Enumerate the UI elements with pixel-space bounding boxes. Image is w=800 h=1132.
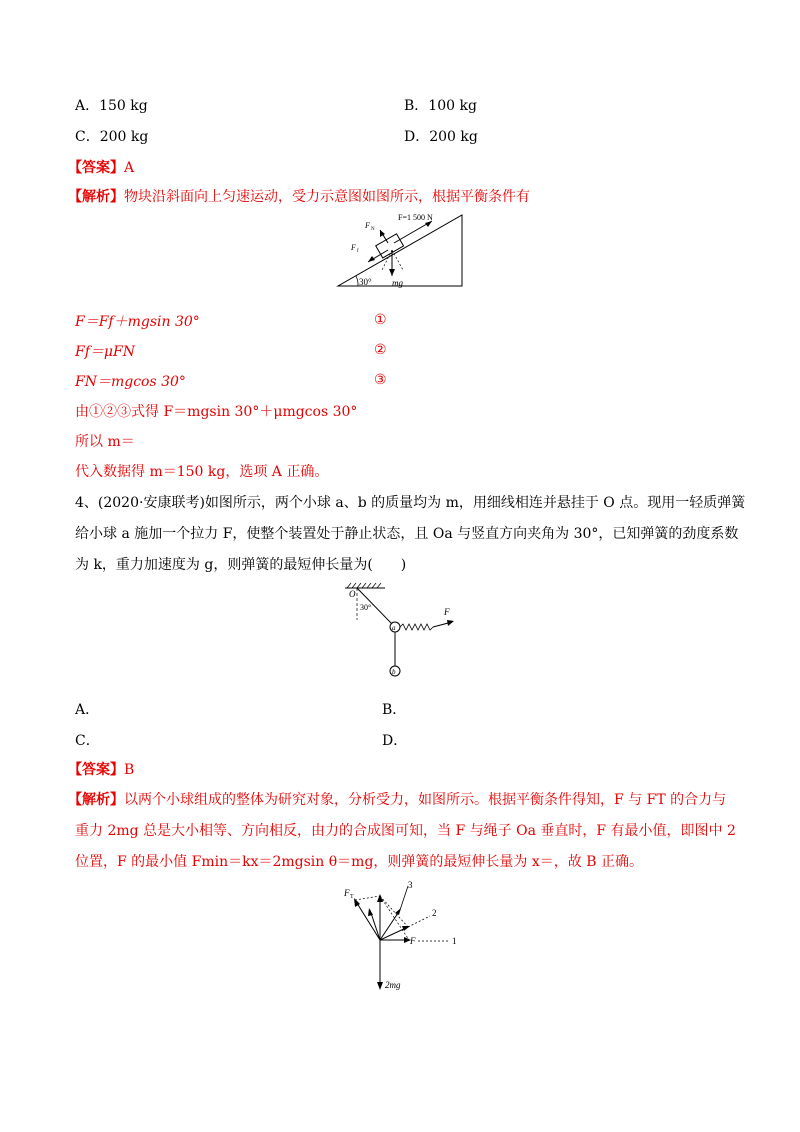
derivation-3: 代入数据得 m＝150 kg，选项 A 正确。	[75, 464, 329, 480]
q4-option-d: D．	[382, 733, 408, 749]
ball-a-label: a	[392, 624, 396, 632]
q4-explanation-tag: 【解析】	[68, 792, 124, 808]
gravity-label: 2mg	[385, 980, 401, 990]
equation-1-number: ①	[374, 312, 387, 328]
q4-answer-tag: 【答案】	[68, 762, 124, 778]
option-a: A．150 kg	[75, 98, 148, 114]
force-composition-diagram	[330, 880, 470, 995]
pivot-label: O	[349, 589, 356, 599]
tension-label: F	[344, 888, 350, 898]
option-d: D．200 kg	[404, 129, 478, 145]
normal-force-sub: N	[371, 227, 375, 232]
q4-stem-line-2: 给小球 a 施加一个拉力 F，使整个装置处于静止状态，且 Oa 与竖直方向夹角为 30°，已知弹簧的劲度系数	[75, 526, 739, 542]
incline-angle-label: 30°	[359, 277, 372, 287]
applied-force-label: F=1 500 N	[398, 213, 433, 222]
q3-explanation	[68, 187, 530, 207]
option-b: B．100 kg	[404, 98, 477, 114]
spring-force-label: F	[410, 936, 416, 946]
q4-explanation-line-3: 位置，F 的最小值 Fmin＝kx＝2mgsin θ＝mg，则弹簧的最短伸长量为 x＝，故 B 正确。	[75, 854, 643, 870]
explanation-text: 物块沿斜面向上匀速运动，受力示意图如图所示，根据平衡条件有	[124, 189, 530, 205]
q4-stem-line-3: 为 k，重力加速度为 g，则弹簧的最短伸长量为( )	[75, 557, 407, 573]
q4-option-a: A．	[75, 702, 100, 718]
q4-stem-line-1: 4、(2020·安康联考)如图所示，两个小球 a、b 的质量均为 m，用细线相连并悬挂于 O 点。现用一轻质弹簧	[75, 495, 746, 511]
friction-force-label: F	[351, 243, 356, 252]
answer-tag: 【答案】	[68, 160, 124, 176]
weight-label: mg	[392, 278, 403, 288]
angle-label: 30°	[360, 603, 372, 612]
derivation-2: 所以 m＝	[75, 434, 135, 450]
q4-option-c: C．	[75, 733, 100, 749]
q4-answer	[68, 760, 134, 780]
q4-answer-value: B	[124, 762, 135, 778]
force-label: F	[444, 607, 450, 617]
q4-explanation-line-1	[68, 790, 726, 810]
answer-value: A	[124, 160, 135, 176]
q4-explanation-text-1: 以两个小球组成的整体为研究对象，分析受力，如图所示。根据平衡条件得知，F 与 FT 的合力与	[124, 792, 727, 808]
equation-2-number: ②	[374, 342, 387, 358]
q3-answer	[68, 158, 134, 178]
option-c: C．200 kg	[75, 129, 149, 145]
q4-option-b: B．	[382, 702, 407, 718]
ball-b-label: b	[392, 668, 396, 676]
derivation-1: 由①②③式得 F＝mgsin 30°＋μmgcos 30°	[75, 404, 358, 420]
incline-force-diagram	[330, 210, 470, 290]
position-1-label: 1	[452, 936, 457, 946]
position-3-label: 3	[408, 880, 413, 890]
tension-sub: T	[350, 894, 354, 900]
friction-force-sub: f	[357, 249, 359, 254]
equation-3: FN＝mgcos 30°	[75, 374, 186, 390]
hanging-balls-diagram	[340, 582, 470, 687]
normal-force-label: F	[365, 221, 370, 230]
equation-1: F＝Ff＋mgsin 30°	[75, 314, 200, 330]
explanation-tag: 【解析】	[68, 189, 124, 205]
q4-explanation-line-2: 重力 2mg 总是大小相等、方向相反，由力的合成图可知，当 F 与绳子 Oa 垂直时，F 有最小值，即图中 2	[75, 823, 736, 839]
position-2-label: 2	[432, 908, 437, 918]
equation-3-number: ③	[374, 372, 387, 388]
equation-2: Ff＝μFN	[75, 344, 135, 360]
